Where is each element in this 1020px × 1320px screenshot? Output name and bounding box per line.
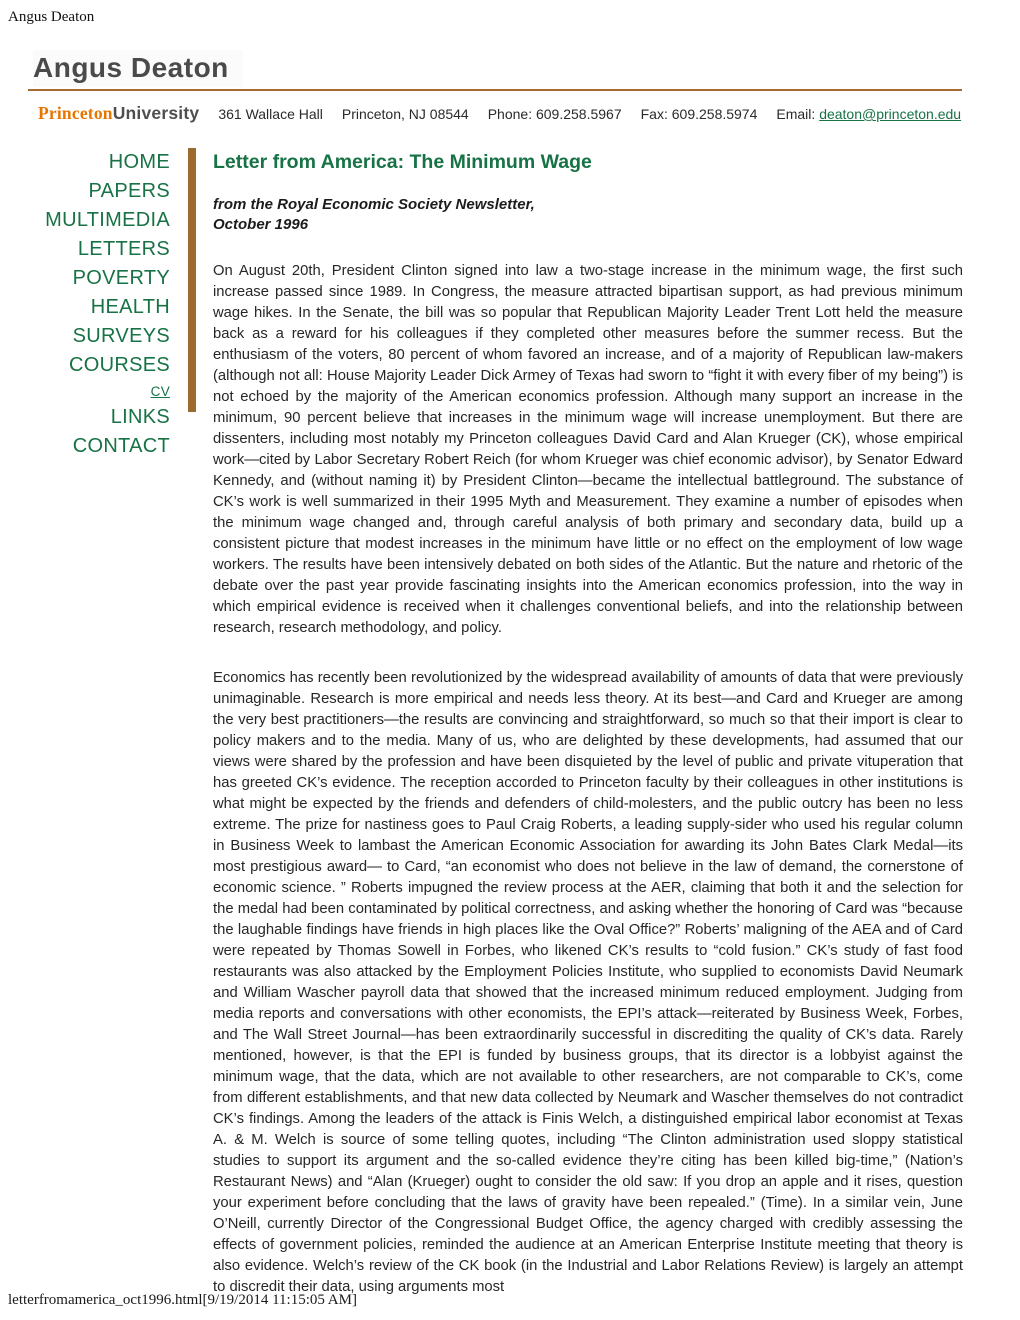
sidebar-item-letters[interactable]: LETTERS (77, 238, 170, 260)
address-phone: Phone: 609.258.5967 (487, 106, 622, 122)
email-label: Email: (776, 106, 820, 122)
logo-university-word: University (112, 103, 200, 123)
article-source-line1: from the Royal Economic Society Newsletter, (213, 196, 535, 213)
article-source (213, 195, 963, 235)
sidebar-item-home[interactable]: HOME (108, 151, 170, 173)
address-city: Princeton, NJ 08544 (341, 106, 469, 122)
sidebar-item-cv[interactable]: CV (150, 384, 170, 399)
window-title: Angus Deaton (8, 9, 95, 25)
address-fax: Fax: 609.258.5974 (640, 106, 758, 122)
status-bar-filename: letterfromamerica_oct1996.html[9/19/2014 11:15:05 AM] (8, 1292, 357, 1308)
site-logo-title: Angus Deaton (33, 50, 243, 87)
sidebar-divider-bar (188, 148, 196, 412)
sidebar-item-links[interactable]: LINKS (110, 406, 170, 428)
header-divider (28, 89, 962, 91)
address-hall: 361 Wallace Hall (218, 106, 323, 122)
article-paragraph-1: On August 20th, President Clinton signed into law a two-stage increase in the minimum wage, the first such increase passed since 1989. In Congress, the measure attracted bipartisan support, as had previous minimum wage hikes. In the Senate, the bill was so popular that Republican Majority Leader Trent Lott held the measure back as a reward for his colleagues if they completed other measures before the summer recess. But the enthusiasm of the voters, 80 percent of whom favored an increase, and of a majority of Republican law-makers (although not all: House Majority Leader Dick Armey of Texas had sworn to “fight it with every fiber of my being”) is not echoed by the majority of the American economics profession. Although many support an increase in the minimum, 90 percent believe that increases in the minimum wage will increase unemployment. But there are dissenters, including most notably my Princeton colleagues David Card and Alan Krueger (CK), whose empirical work—cited by Labor Secretary Robert Reich (for whom Krueger was chief economic advisor), by Senator Edward Kennedy, and (without naming it) by President Clinton—became the intellectual battleground. The substance of CK’s work is well summarized in their 1995 Myth and Measurement. They examine a number of episodes when the minimum wage changed and, through careful analysis of both primary and secondary data, build up a consistent picture that modest increases in the minimum have little or no effect on the employment of low wage workers. The results have been intensively debated on both sides of the Atlantic. But the nature and rhetoric of the debate over the past year provide fascinating insights into the American economics profession, into the way in which empirical evidence is received when it challenges conventional beliefs, and into the relationship between research, research methodology, and policy. (213, 263, 963, 636)
sidebar-item-health[interactable]: HEALTH (90, 296, 170, 318)
article-source-line2: October 1996 (213, 216, 309, 233)
princeton-university-logo (38, 103, 199, 124)
email-link[interactable]: deaton@princeton.edu (819, 106, 962, 122)
page-title: Letter from America: The Minimum Wage (213, 151, 592, 173)
article-paragraph-2: Economics has recently been revolutionized by the widespread availability of amounts of data that were previously unimaginable. Research is more empirical and needs less theory. At its best—and Card and Krueger are among the very best practitioners—the results are convincing and straightforward, so much so that their import is clear to policy makers and to the media. Many of us, who are delighted by these developments, had assumed that our views were shared by the profession and have been disquieted by the level of public and private vituperation that has greeted CK’s evidence. The reception accorded to Princeton faculty by their colleagues in other institutions is what might be expected by the friends and defenders of child-molesters, and the public outcry has been no less extreme. The prize for nastiness goes to Paul Craig Roberts, a leading supply-sider who used his regular column in Business Week to lambast the American Economic Association for awarding its John Bates Clark Medal—its most prestigious award— to Card, “an economist who does not believe in the law of demand, the cornerstone of economic science. ” Roberts impugned the review process at the AER, claiming that both it and the selection for the medal had been contaminated by political correctness, and asking whether the honoring of Card was “because the laughable findings have friends in high places like the Oval Office?” Roberts’ maligning of the AEA and of Card were repeated by Thomas Sowell in Forbes, who likened CK’s results to “cold fusion.” CK’s study of fast food restaurants was also attacked by the Employment Policies Institute, who supplied to economists David Neumark and William Wascher payroll data that showed that the increased minimum reduced employment. Judging from media reports and conversations with other economists, the EPI’s attack—reiterated by Business Week, Forbes, and The Wall Street Journal—has been extraordinarily successful in discrediting the quality of CK’s data. Rarely mentioned, however, is that the EPI is funded by business groups, that its director is a lobbyist against the minimum wage, that the data, which are not available to other researchers, are not comparable to CK’s, come from different establishments, and that new data collected by Neumark and Wascher themselves do not contradict CK’s findings. Among the leaders of the attack is Finis Welch, a distinguished empirical labor economist at Texas A. & M. Welch is source of some telling quotes, including “The Clinton administration used sloppy statistical studies to support its argument and the so-called evidence they’re citing has been killed big-time,” (Nation’s Restaurant News) and “Alan (Krueger) ought to consider the old saw: If you drop an apple and it rises, question your experiment before concluding that the laws of gravity have been repealed.” (Time). In a similar vein, June O’Neill, currently Director of the Congressional Budget Office, the agency charged with credibly assessing the effects of government policies, reminded the audience at an American Enterprise Institute meeting that theory is also evidence. Welch’s review of the CK book (in the Industrial and Labor Relations Review) is largely an attempt to discredit their data, using arguments most (213, 670, 963, 1295)
sidebar-item-courses[interactable]: COURSES (68, 354, 170, 376)
article (213, 148, 963, 1298)
sidebar-item-contact[interactable]: CONTACT (72, 435, 170, 457)
sidebar-item-multimedia[interactable]: MULTIMEDIA (45, 209, 170, 231)
address-bar (38, 103, 964, 124)
sidebar-nav (0, 148, 170, 461)
logo-princeton-word: Princeton (38, 103, 113, 123)
address-email (776, 106, 961, 122)
sidebar-item-papers[interactable]: PAPERS (88, 180, 170, 202)
sidebar-item-poverty[interactable]: POVERTY (72, 267, 170, 289)
sidebar-item-surveys[interactable]: SURVEYS (72, 325, 170, 347)
